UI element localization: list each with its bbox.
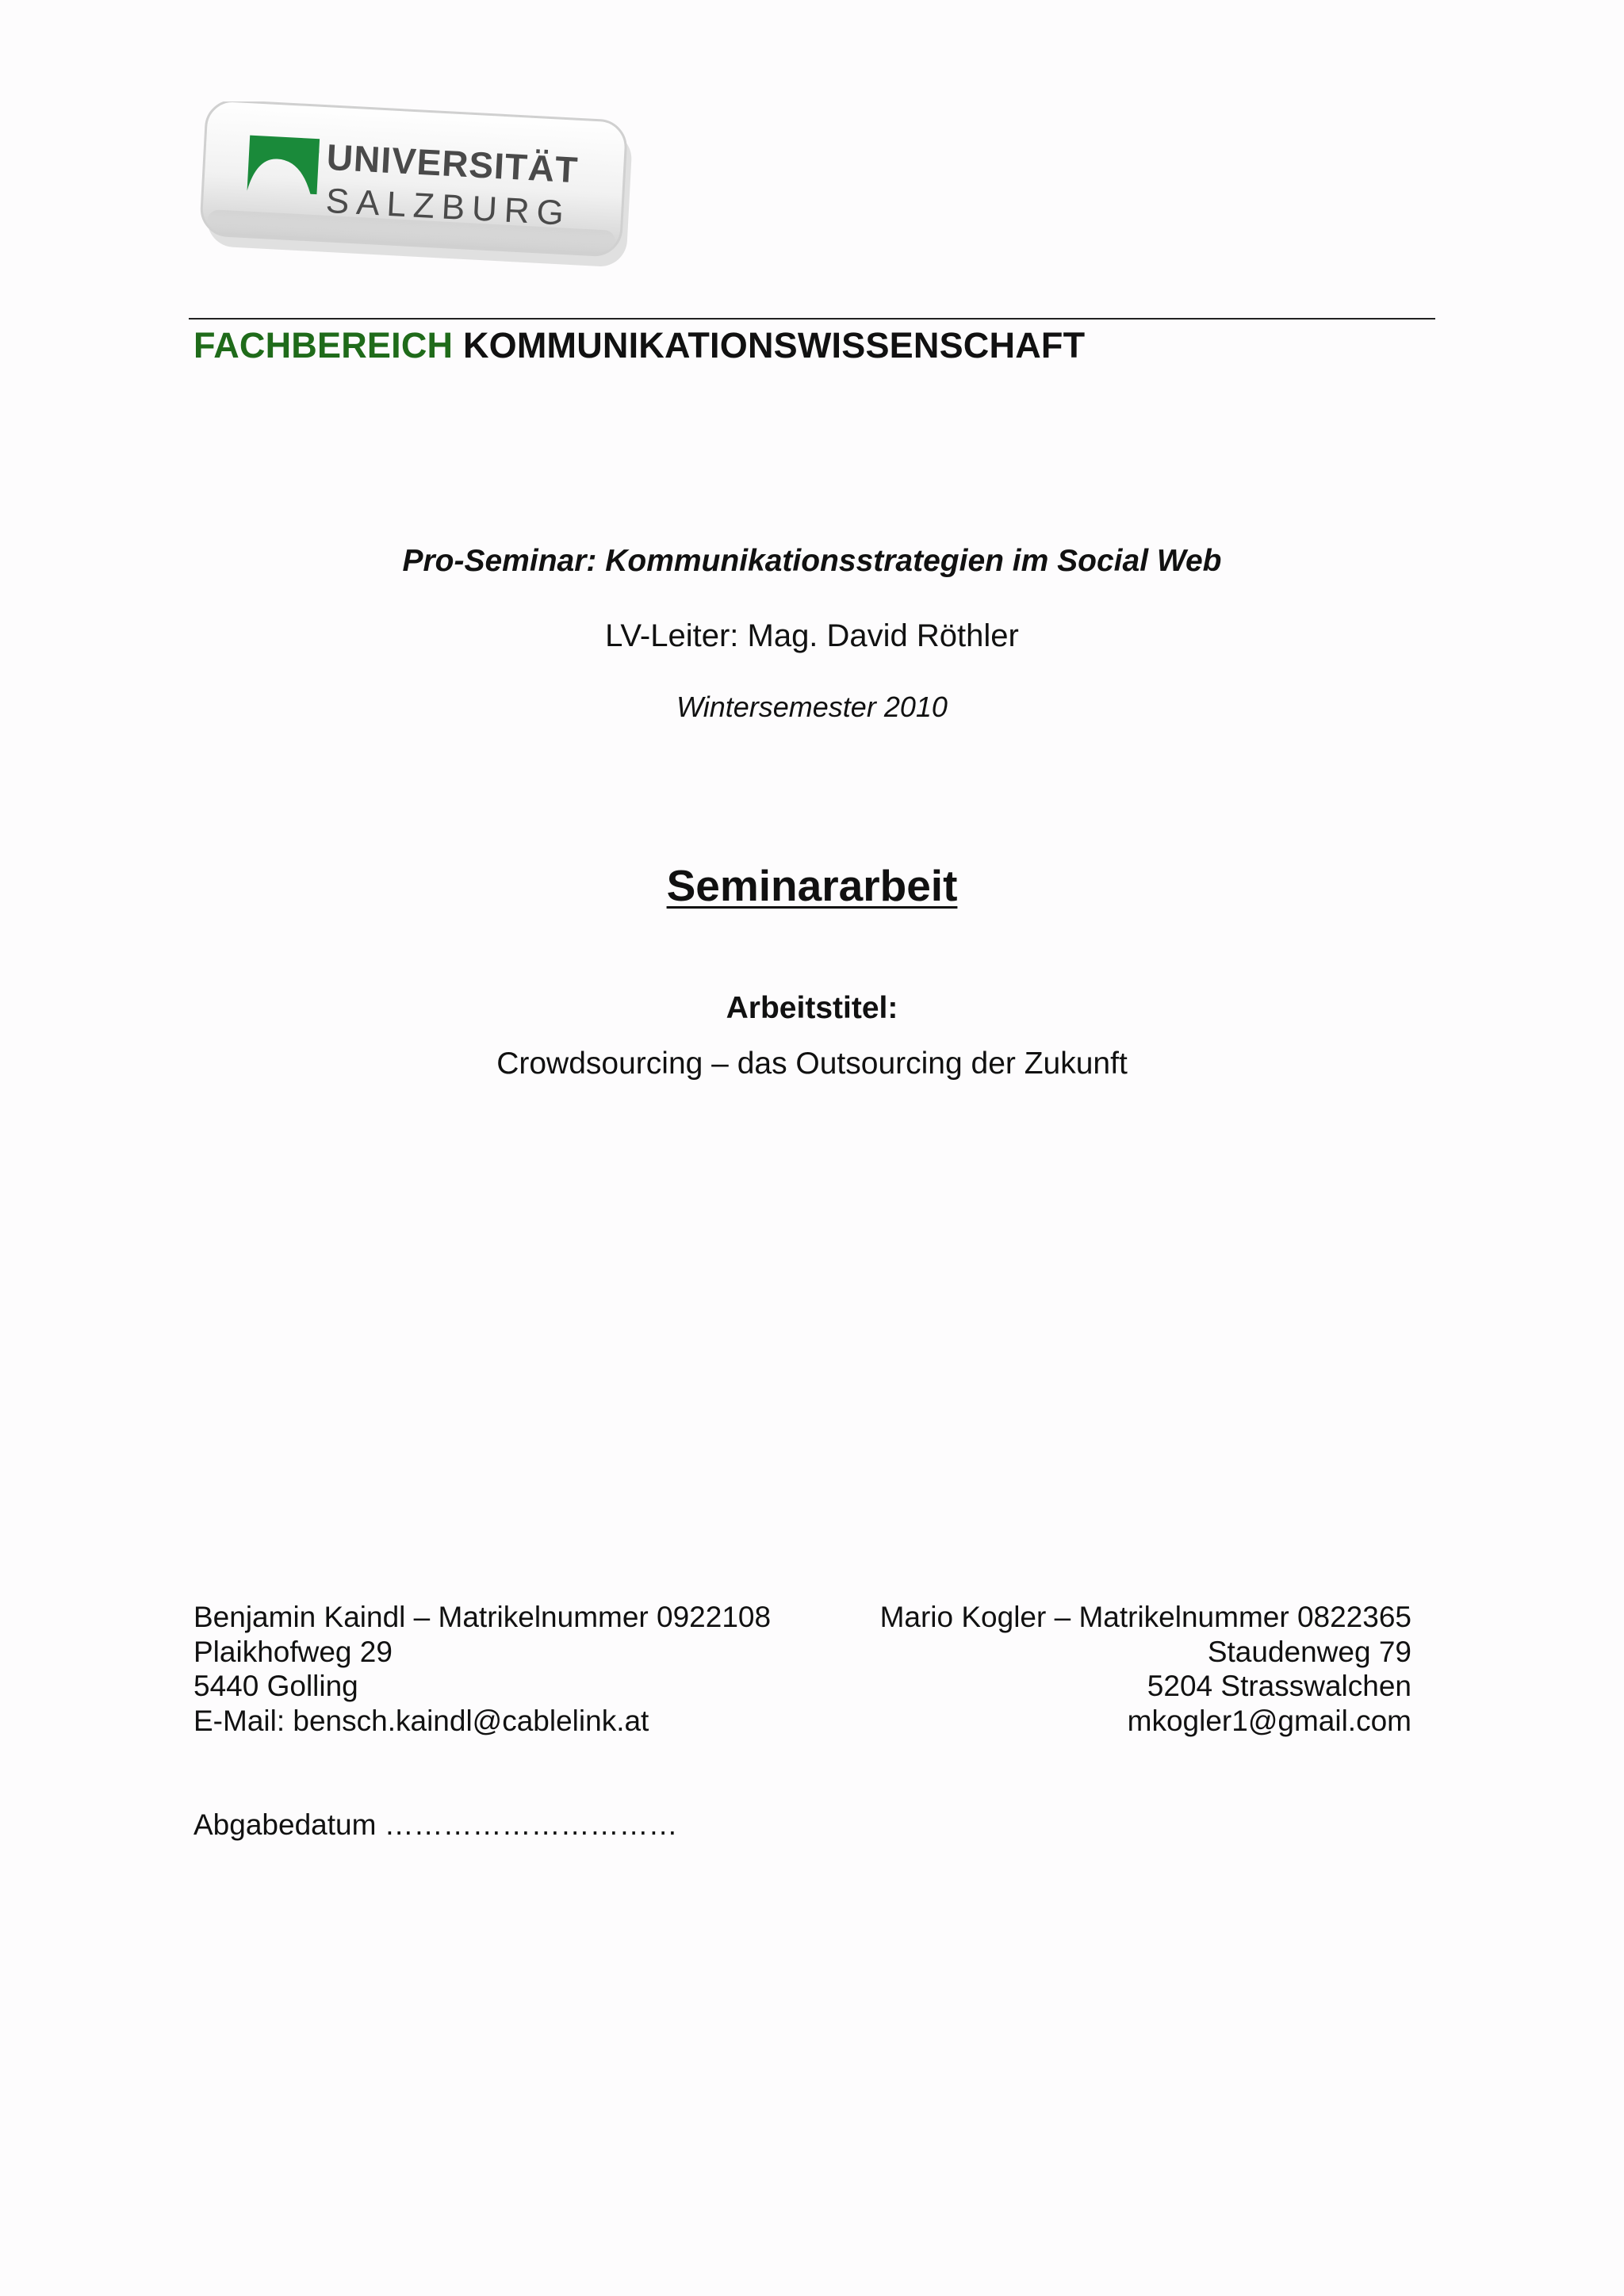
author-name-line: Mario Kogler – Matrikelnummer 0822365 [879, 1601, 1411, 1633]
semester: Wintersemester 2010 [676, 691, 948, 723]
author-block-left [193, 1600, 771, 1738]
department-name: KOMMUNIKATIONSWISSENSCHAFT [462, 325, 1086, 365]
university-logo [198, 101, 642, 272]
author-name-line: Benjamin Kaindl – Matrikelnummer 0922108 [193, 1601, 772, 1633]
header-divider [189, 318, 1435, 320]
department-label: FACHBEREICH [193, 325, 454, 365]
logo-line2: SALZBURG [324, 181, 573, 233]
author-street: Plaikhofweg 29 [193, 1635, 393, 1668]
author-city: 5204 Strasswalchen [1147, 1670, 1411, 1702]
author-email: mkogler1@gmail.com [1127, 1704, 1411, 1737]
department-heading [193, 325, 1085, 366]
submission-date: Abgabedatum ………………………… [193, 1808, 678, 1841]
course-title: Pro-Seminar: Kommunikationsstrategien im Social Web [402, 544, 1222, 578]
author-city: 5440 Golling [193, 1670, 358, 1702]
author-email: E-Mail: bensch.kaindl@cablelink.at [193, 1704, 649, 1737]
working-title: Crowdsourcing – das Outsourcing der Zukunft [496, 1047, 1128, 1081]
lecturer: LV-Leiter: Mag. David Röthler [605, 618, 1019, 653]
author-block-right [880, 1600, 1411, 1738]
logo-line1: UNIVERSITÄT [325, 136, 580, 191]
working-title-label: Arbeitstitel: [726, 991, 898, 1025]
author-street: Staudenweg 79 [1207, 1635, 1411, 1668]
document-type: Seminararbeit [666, 861, 958, 910]
